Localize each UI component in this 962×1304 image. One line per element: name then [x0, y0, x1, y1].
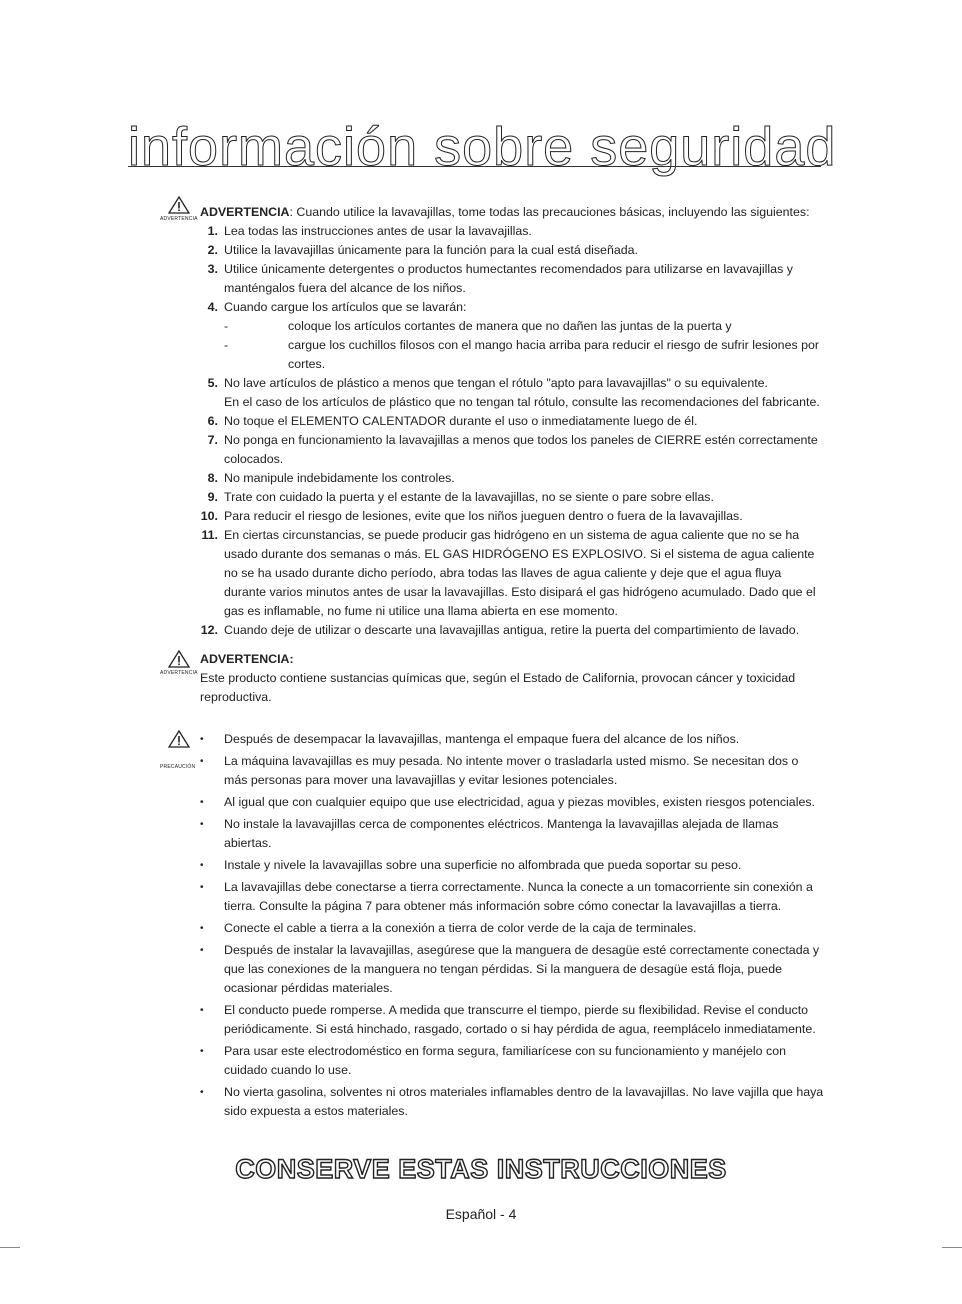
caution-section [160, 730, 825, 1124]
list-item [160, 222, 825, 241]
warning-heading: ADVERTENCIA: [200, 652, 294, 666]
item-number: 10. [200, 509, 218, 523]
list-item [160, 488, 825, 507]
crop-mark-left [0, 1247, 20, 1248]
bullet-item: • El conducto puede romperse. A medida que transcurre el tiempo, pierde su flexibilidad. Revise el conducto periódicamente. Si está hinchado, rasgado, cortado o si hay pérdida de agua, reemplácelo inmediatamente. [160, 1001, 825, 1039]
bullet-item: • Conecte el cable a tierra a la conexión a tierra de color verde de la caja de terminales. [160, 919, 825, 938]
list-item [160, 431, 825, 469]
item-number: 1. [207, 224, 218, 238]
item-text: No ponga en funcionamiento la lavavajillas a menos que todos los paneles de CIERRE estén correctamente colocados. [224, 433, 818, 466]
item-extra-text: En el caso de los artículos de plástico que no tengan tal rótulo, consulte las recomendaciones del fabricante. [224, 395, 820, 409]
warning-lead: ADVERTENCIA [200, 205, 290, 219]
warning-body: Este producto contiene sustancias químicas que, según el Estado de California, provocan cáncer y toxicidad reproductiva. [200, 671, 796, 704]
warning-icon-caption: ADVERTENCIA [160, 216, 198, 222]
save-instructions-heading: CONSERVE ESTAS INSTRUCCIONES [235, 1154, 727, 1184]
caution-list [160, 730, 825, 1121]
warning-badge [160, 196, 200, 222]
warning-header [160, 196, 825, 222]
bullet-item: • Para usar este electrodoméstico en forma segura, familiarícese con su funcionamiento y manéjelo con cuidado cuando lo use. [160, 1042, 825, 1080]
list-item [160, 412, 825, 431]
list-item [160, 526, 825, 621]
list-item [160, 621, 825, 640]
item-number: 3. [207, 262, 218, 276]
item-number: 5. [207, 376, 218, 390]
item-text: Cuando cargue los artículos que se lavarán: [224, 300, 467, 314]
item-text: No toque el ELEMENTO CALENTADOR durante el uso o inmediatamente luego de él. [224, 414, 698, 428]
warning-icon-caption: ADVERTENCIA [160, 670, 198, 676]
item-number: 8. [207, 471, 218, 485]
item-number: 11. [201, 528, 218, 542]
caution-icon-caption: PRECAUCIÓN [160, 764, 196, 770]
bullet-item: • Después de instalar la lavavajillas, asegúrese que la manguera de desagüe esté correctamente conectada y que las conexiones de la manguera no tengan pérdidas. Si la manguera de desagüe está floja, puede ocasionar pérdidas materiales. [160, 941, 825, 998]
item-text: Cuando deje de utilizar o descarte una lavavajillas antigua, retire la puerta del compartimiento de lavado. [224, 623, 800, 637]
sub-item: - cargue los cuchillos filosos con el mango hacia arriba para reducir el riesgo de sufrir lesiones por cortes. [224, 336, 825, 374]
item-number: 6. [207, 414, 218, 428]
list-item [160, 260, 825, 298]
bullet-item: • La máquina lavavajillas es muy pesada. No intente mover o trasladarla usted mismo. Se necesitan dos o más personas para mover una lavavajillas y evitar lesiones potenciales. [160, 752, 825, 790]
list-item [160, 241, 825, 260]
item-number: 9. [207, 490, 218, 504]
warning-badge [160, 650, 200, 676]
item-text: Utilice la lavavajillas únicamente para la función para la cual está diseñada. [224, 243, 638, 257]
item-text: Lea todas las instrucciones antes de usar la lavavajillas. [224, 224, 532, 238]
item-text: Trate con cuidado la puerta y el estante de la lavavajillas, no se siente o pare sobre ellas. [224, 490, 714, 504]
bullet-item: • Después de desempacar la lavavajillas, mantenga el empaque fuera del alcance de los niños. [160, 730, 825, 749]
california-warning-text [160, 650, 825, 707]
warning-intro-text: : Cuando utilice la lavavajillas, tome todas las precauciones básicas, incluyendo las siguientes: [289, 205, 810, 219]
bullet-item: • La lavavajillas debe conectarse a tierra correctamente. Nunca la conecte a un tomacorriente sin conexión a tierra. Consulte la página 7 para obtener más información sobre cómo conectar la lavavajillas a tierra. [160, 878, 825, 916]
bullet-item: • Al igual que con cualquier equipo que use electricidad, agua y piezas movibles, existen riesgos potenciales. [160, 793, 825, 812]
list-item [160, 374, 825, 412]
bullet-item: • Instale y nivele la lavavajillas sobre una superficie no alfombrada que pueda soportar su peso. [160, 856, 825, 875]
title-rule [128, 166, 821, 167]
list-item [160, 469, 825, 488]
warning-section-general [160, 196, 825, 640]
warning-triangle-icon [168, 196, 190, 214]
page-title: información sobre seguridad [128, 117, 837, 177]
item-number: 2. [207, 243, 218, 257]
warning-triangle-icon [168, 650, 190, 668]
item-number: 7. [207, 433, 218, 447]
item-text: En ciertas circunstancias, se puede producir gas hidrógeno en un sistema de agua caliente que no se ha usado durante dos semanas o más. EL GAS HIDRÓGENO ES EXPLOSIVO. Si el sistema de agua caliente no se ha usado durante dicho período, abra todas las llaves de agua caliente y deje que el agua fluya durante varios minutos antes de usar la lavavajillas. Esto disipará el gas hidrógeno acumulado. Dado que el gas es inflamable, no fume ni utilice una llama abierta en ese momento. [224, 528, 816, 618]
bullet-item: • No instale la lavavajillas cerca de componentes eléctricos. Mantenga la lavavajillas alejada de llamas abiertas. [160, 815, 825, 853]
safety-list [160, 222, 825, 640]
item-text: Utilice únicamente detergentes o productos humectantes recomendados para utilizarse en lavavajillas y manténgalos fuera del alcance de los niños. [224, 262, 793, 295]
warning-section-california [160, 650, 825, 707]
crop-mark-right [942, 1247, 962, 1248]
warning-intro [200, 203, 810, 222]
item-text: Para reducir el riesgo de lesiones, evite que los niños jueguen dentro o fuera de la lavavajillas. [224, 509, 743, 523]
california-warning [160, 650, 825, 707]
sub-item: - coloque los artículos cortantes de manera que no dañen las juntas de la puerta y [224, 317, 825, 336]
item-number: 4. [207, 300, 218, 314]
bullet-item: • No vierta gasolina, solventes ni otros materiales inflamables dentro de la lavavajillas. No lave vajilla que haya sido expuesta a estos materiales. [160, 1083, 825, 1121]
list-item [160, 507, 825, 526]
item-text: No manipule indebidamente los controles. [224, 471, 455, 485]
item-text: No lave artículos de plástico a menos que tengan el rótulo "apto para lavavajillas" o su equivalente. [224, 376, 768, 390]
page-footer: Español - 4 [445, 1206, 517, 1222]
sub-list [224, 317, 825, 374]
list-item [160, 298, 825, 374]
item-number: 12. [200, 623, 218, 637]
